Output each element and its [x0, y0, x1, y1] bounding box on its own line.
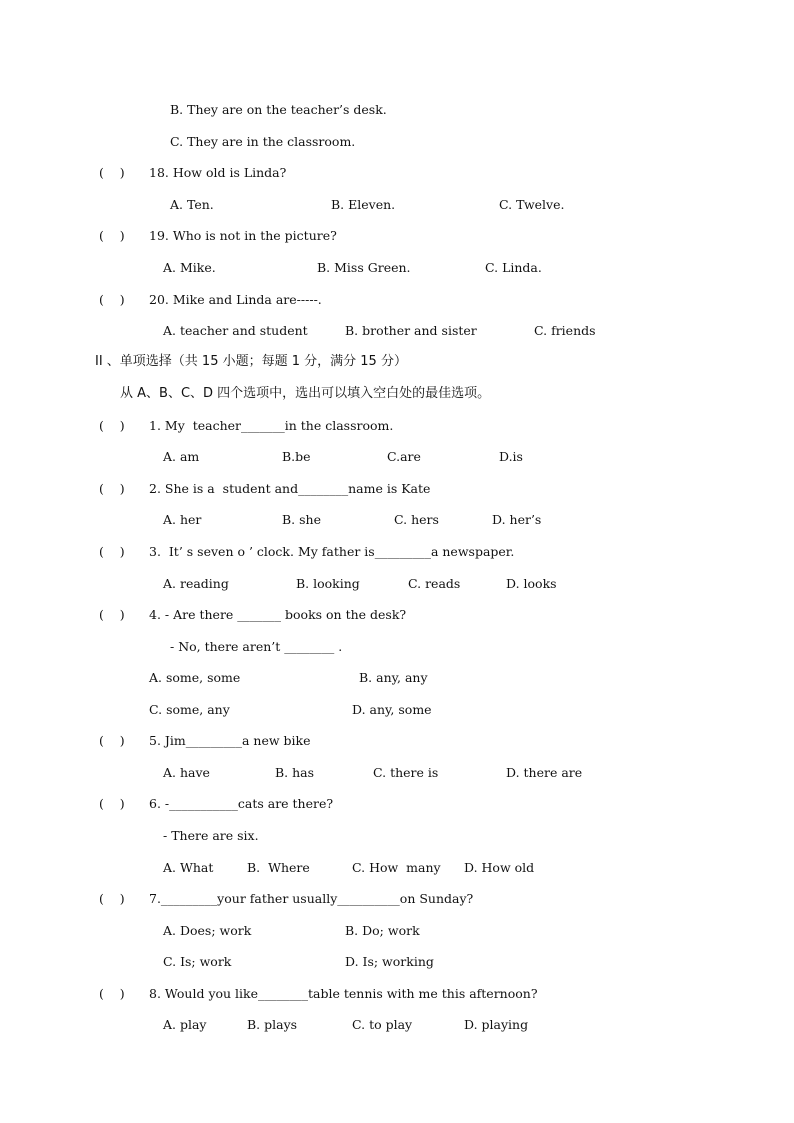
s4-option-a: A. some, some [149, 670, 241, 685]
s1-stem: 1. My teacher_______in the classroom. [149, 418, 394, 433]
s3-stem: 3. It’ s seven o ’ clock. My father is_________a newspaper. [149, 544, 515, 559]
section-instruction: 从 A、B、C、D 四个选项中，选出可以填入空白处的最佳选项。 [120, 386, 491, 401]
q17-option-b: B. They are on the teacher’s desk. [170, 102, 387, 117]
s7-option-d: D. Is; working [345, 954, 434, 969]
s8-option-a: A. play [163, 1017, 207, 1032]
q20-option-a: A. teacher and student [163, 323, 308, 338]
s6-option-d: D. How old [464, 860, 535, 875]
s5-option-a: A. have [163, 765, 210, 780]
q20-stem: 20. Mike and Linda are-----. [149, 292, 322, 307]
s2-option-c: C. hers [394, 512, 439, 527]
q19-option-c: C. Linda. [485, 260, 542, 275]
q20-option-c: C. friends [534, 323, 596, 338]
q18-option-a: A. Ten. [170, 197, 214, 212]
s1-option-a: A. am [163, 449, 200, 464]
s6-option-c: C. How many [352, 860, 441, 875]
s3-option-d: D. looks [506, 576, 557, 591]
s1-answer-blank[interactable]: ( ) [99, 418, 125, 433]
q18-stem: 18. How old is Linda? [149, 165, 287, 180]
s5-option-b: B. has [275, 765, 315, 780]
q19-option-b: B. Miss Green. [317, 260, 411, 275]
q18-option-b: B. Eleven. [331, 197, 396, 212]
q20-option-b: B. brother and sister [345, 323, 477, 338]
s7-answer-blank[interactable]: ( ) [99, 891, 125, 906]
q19-option-a: A. Mike. [163, 260, 216, 275]
s4-stem: 4. - Are there _______ books on the desk? [149, 607, 407, 622]
s5-stem: 5. Jim_________a new bike [149, 733, 311, 748]
q20-answer-blank[interactable]: ( ) [99, 292, 125, 307]
s4-stem-response: - No, there aren’t ________ . [170, 639, 343, 654]
s4-option-d: D. any, some [352, 702, 432, 717]
s6-answer-blank[interactable]: ( ) [99, 796, 125, 811]
section-heading: II 、单项选择（共 15 小题；每题 1 分，满分 15 分） [95, 354, 407, 369]
s2-option-d: D. her’s [492, 512, 542, 527]
q17-option-c: C. They are in the classroom. [170, 134, 356, 149]
s2-option-b: B. she [282, 512, 321, 527]
s3-answer-blank[interactable]: ( ) [99, 544, 125, 559]
s8-option-b: B. plays [247, 1017, 298, 1032]
s6-option-b: B. Where [247, 860, 310, 875]
s3-option-c: C. reads [408, 576, 461, 591]
s8-stem: 8. Would you like________table tennis with me this afternoon? [149, 986, 538, 1001]
q18-answer-blank[interactable]: ( ) [99, 165, 125, 180]
s5-option-d: D. there are [506, 765, 583, 780]
s5-option-c: C. there is [373, 765, 439, 780]
s7-option-c: C. Is; work [163, 954, 232, 969]
s4-option-b: B. any, any [359, 670, 428, 685]
s5-answer-blank[interactable]: ( ) [99, 733, 125, 748]
s6-stem-response: - There are six. [163, 828, 259, 843]
s2-option-a: A. her [163, 512, 202, 527]
q19-answer-blank[interactable]: ( ) [99, 228, 125, 243]
s7-option-b: B. Do; work [345, 923, 420, 938]
s1-option-b: B.be [282, 449, 311, 464]
s4-answer-blank[interactable]: ( ) [99, 607, 125, 622]
s3-option-b: B. looking [296, 576, 360, 591]
s8-option-c: C. to play [352, 1017, 413, 1032]
s7-stem: 7._________your father usually__________on Sunday? [149, 891, 474, 906]
q19-stem: 19. Who is not in the picture? [149, 228, 337, 243]
s8-answer-blank[interactable]: ( ) [99, 986, 125, 1001]
s1-option-c: C.are [387, 449, 421, 464]
s1-option-d: D.is [499, 449, 523, 464]
s4-option-c: C. some, any [149, 702, 230, 717]
q18-option-c: C. Twelve. [499, 197, 565, 212]
s6-stem: 6. -___________cats are there? [149, 796, 334, 811]
s2-stem: 2. She is a student and________name is Kate [149, 481, 431, 496]
s8-option-d: D. playing [464, 1017, 529, 1032]
s6-option-a: A. What [163, 860, 214, 875]
s3-option-a: A. reading [163, 576, 229, 591]
s2-answer-blank[interactable]: ( ) [99, 481, 125, 496]
s7-option-a: A. Does; work [163, 923, 252, 938]
